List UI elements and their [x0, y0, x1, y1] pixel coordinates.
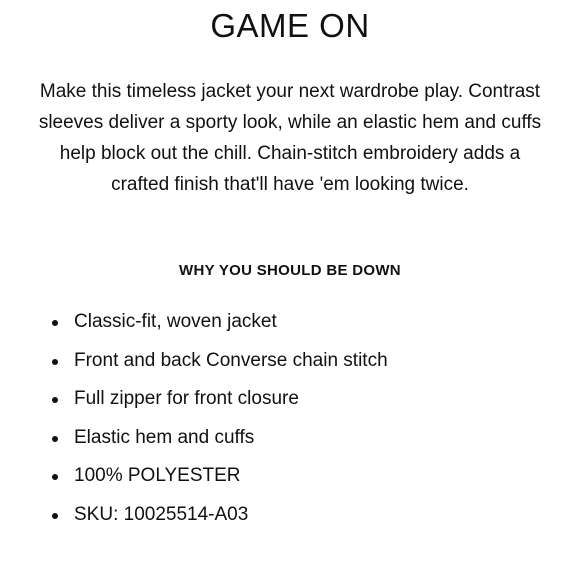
list-item [52, 347, 552, 386]
list-item [52, 501, 552, 540]
list-item [52, 462, 552, 501]
product-description-text: Make this timeless jacket your next wardrobe play. Contrast sleeves deliver a sporty look, while an elastic hem and cuffs help block out the chill. Chain-stitch embroidery adds a crafted finish that'll have 'em looking twice. [38, 81, 542, 195]
bullet-icon [52, 359, 58, 365]
features-list [52, 308, 552, 540]
bullet-icon [52, 513, 58, 519]
list-item-label: Front and back Converse chain stitch [74, 349, 388, 371]
bullet-icon [52, 397, 58, 403]
bullet-icon [52, 474, 58, 480]
list-item [52, 424, 552, 463]
page-title: GAME ON [210, 7, 370, 44]
features-heading: WHY YOU SHOULD BE DOWN [179, 262, 401, 279]
list-item-label: 100% POLYESTER [74, 465, 241, 487]
bullet-icon [52, 320, 58, 326]
list-item-label: SKU: 10025514-A03 [74, 503, 249, 525]
list-item-label: Classic-fit, woven jacket [74, 311, 277, 332]
list-item [52, 385, 552, 424]
bullet-icon [52, 436, 58, 442]
list-item-label: Elastic hem and cuffs [74, 426, 255, 448]
list-item-label: Full zipper for front closure [74, 388, 299, 410]
list-item [52, 308, 552, 347]
